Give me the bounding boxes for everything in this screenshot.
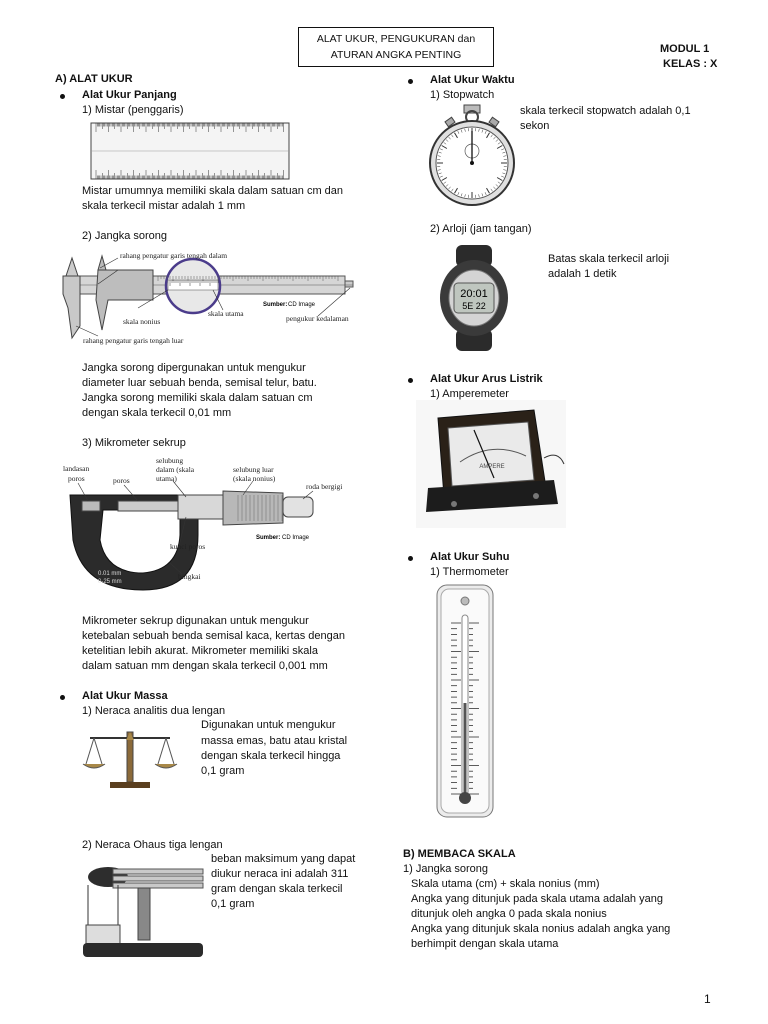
mikro-text-4: dalam satuan mm dengan skala terkecil 0,001 mm [82, 660, 328, 672]
micro-callout-landasan: landasan [63, 464, 90, 473]
ohaus-text-3: gram dengan skala terkecil [211, 883, 343, 895]
micro-callout-selubung-dalam-2: dalam (skala [156, 465, 195, 474]
heading-suhu: Alat Ukur Suhu [430, 551, 510, 563]
amperemeter-figure [416, 400, 566, 528]
skala-line-3: ditunjuk oleh angka 0 pada skala nonius [411, 908, 607, 920]
micro-callout-selubung-dalam-1: selubung [156, 456, 184, 465]
micro-callout-selubung-dalam-3: utama) [156, 474, 177, 483]
mistar-text-1: Mistar umumnya memiliki skala dalam satuan cm dan [82, 185, 344, 197]
section-alat-ukur: A) ALAT UKUR [55, 73, 133, 85]
neraca-label: 1) Neraca analitis dua lengan [82, 705, 226, 717]
micro-callout-bingkai: bingkai [178, 572, 201, 581]
ohaus-label: 2) Neraca Ohaus tiga lengan [82, 839, 223, 851]
mikro-label: 3) Mikrometer sekrup [82, 437, 186, 449]
ohaus-figure [78, 855, 208, 960]
thermometer-label: 1) Thermometer [430, 566, 509, 578]
title-line-1: ALAT UKUR, PENGUKURAN dan [316, 33, 476, 45]
balance-figure [80, 728, 180, 790]
caliper-callout-utama: skala utama [208, 309, 244, 318]
neraca-text-4: 0,1 gram [201, 765, 245, 777]
watch-figure [438, 245, 510, 351]
amperemeter-label: 1) Amperemeter [430, 388, 509, 400]
arloji-text-2: adalah 1 detik [548, 268, 617, 280]
stopwatch-text-2: sekon [520, 120, 550, 132]
page-number: 1 [704, 992, 711, 1006]
mikro-text-1: Mikrometer sekrup digunakan untuk mengukur [82, 615, 309, 627]
micro-callout-kunci: kunci poros [170, 542, 206, 551]
modul-label: MODUL 1 [660, 43, 710, 55]
micro-sumber: Sumber: [256, 535, 281, 541]
kelas-label: KELAS : X [663, 58, 718, 70]
watch-sub: 5E 22 [462, 301, 486, 311]
frame-text: 0.01 mm [98, 571, 122, 577]
skala-line-5: berhimpit dengan skala utama [411, 938, 559, 950]
mistar-label: 1) Mistar (penggaris) [82, 104, 184, 116]
mikro-text-3: ketelitian lebih akurat. Mikrometer memiliki skala [82, 645, 318, 657]
neraca-text-3: dengan skala terkecil hingga [201, 750, 341, 762]
micro-callout-roda: roda bergigi [306, 482, 343, 491]
arloji-text-1: Batas skala terkecil arloji [548, 253, 670, 265]
ohaus-text-2: diukur neraca ini adalah 311 [211, 868, 349, 880]
neraca-text-1: Digunakan untuk mengukur [201, 719, 336, 731]
ampere-dial-text: AMPERE [479, 464, 505, 470]
thermometer-figure [435, 583, 495, 819]
caliper-figure [58, 248, 363, 348]
frame-text-2: 0-25 mm [98, 579, 122, 585]
micro-callout-selubung-luar-2: (skala nonius) [233, 474, 276, 483]
bullet [60, 94, 65, 99]
skala-jangka-label: 1) Jangka sorong [403, 863, 488, 875]
neraca-text-2: massa emas, batu atau kristal [201, 735, 348, 747]
title-line-2: ATURAN ANGKA PENTING [330, 49, 462, 61]
micro-callout-poros: poros [113, 476, 130, 485]
bullet [408, 79, 413, 84]
ohaus-text-1: beban maksimum yang dapat [211, 853, 356, 865]
heading-waktu: Alat Ukur Waktu [430, 74, 515, 86]
jangka-label: 2) Jangka sorong [82, 230, 167, 242]
jangka-text-2: diameter luar sebuah benda, semisal telur, batu. [82, 377, 317, 389]
caliper-callout-top: rahang pengatur garis tengah dalam [120, 251, 228, 260]
bullet [408, 378, 413, 383]
caliper-sumber: Sumber: [263, 302, 288, 308]
caliper-callout-nonius: skala nonius [123, 317, 161, 326]
mistar-text-2: skala terkecil mistar adalah 1 mm [82, 200, 246, 212]
micrometer-figure [58, 455, 363, 593]
stopwatch-label: 1) Stopwatch [430, 89, 495, 101]
stopwatch-text-1: skala terkecil stopwatch adalah 0,1 [520, 105, 691, 117]
title-box [298, 27, 494, 67]
micro-sumber-src: CD Image [282, 535, 310, 541]
micro-callout-selubung-luar-1: selubung luar [233, 465, 274, 474]
heading-listrik: Alat Ukur Arus Listrik [430, 373, 543, 385]
stopwatch-figure [428, 103, 516, 208]
ruler-figure [90, 122, 290, 180]
skala-line-2: Angka yang ditunjuk pada skala utama adalah yang [411, 893, 663, 905]
watch-time: 20:01 [460, 288, 488, 300]
skala-line-1: Skala utama (cm) + skala nonius (mm) [411, 878, 600, 890]
arloji-label: 2) Arloji (jam tangan) [430, 223, 532, 235]
jangka-text-3: Jangka sorong memiliki skala dalam satuan cm [82, 392, 313, 404]
bullet [408, 556, 413, 561]
heading-membaca-skala: B) MEMBACA SKALA [403, 848, 516, 860]
skala-line-4: Angka yang ditunjuk skala nonius adalah angka yang [411, 923, 671, 935]
micro-callout-poros-left: poros [68, 474, 85, 483]
caliper-callout-kedalaman: pengukur kedalaman [286, 314, 349, 323]
heading-massa: Alat Ukur Massa [82, 690, 168, 702]
jangka-text-4: dengan skala terkecil 0,01 mm [82, 407, 232, 419]
caliper-sumber-src: CD Image [288, 302, 316, 308]
heading-panjang: Alat Ukur Panjang [82, 89, 177, 101]
caliper-callout-bottom: rahang pengatur garis tengah luar [83, 336, 184, 345]
mikro-text-2: ketebalan sebuah benda semisal kaca, kertas dengan [82, 630, 345, 642]
jangka-text-1: Jangka sorong dipergunakan untuk mengukur [82, 362, 306, 374]
ohaus-text-4: 0,1 gram [211, 898, 255, 910]
bullet [60, 695, 65, 700]
